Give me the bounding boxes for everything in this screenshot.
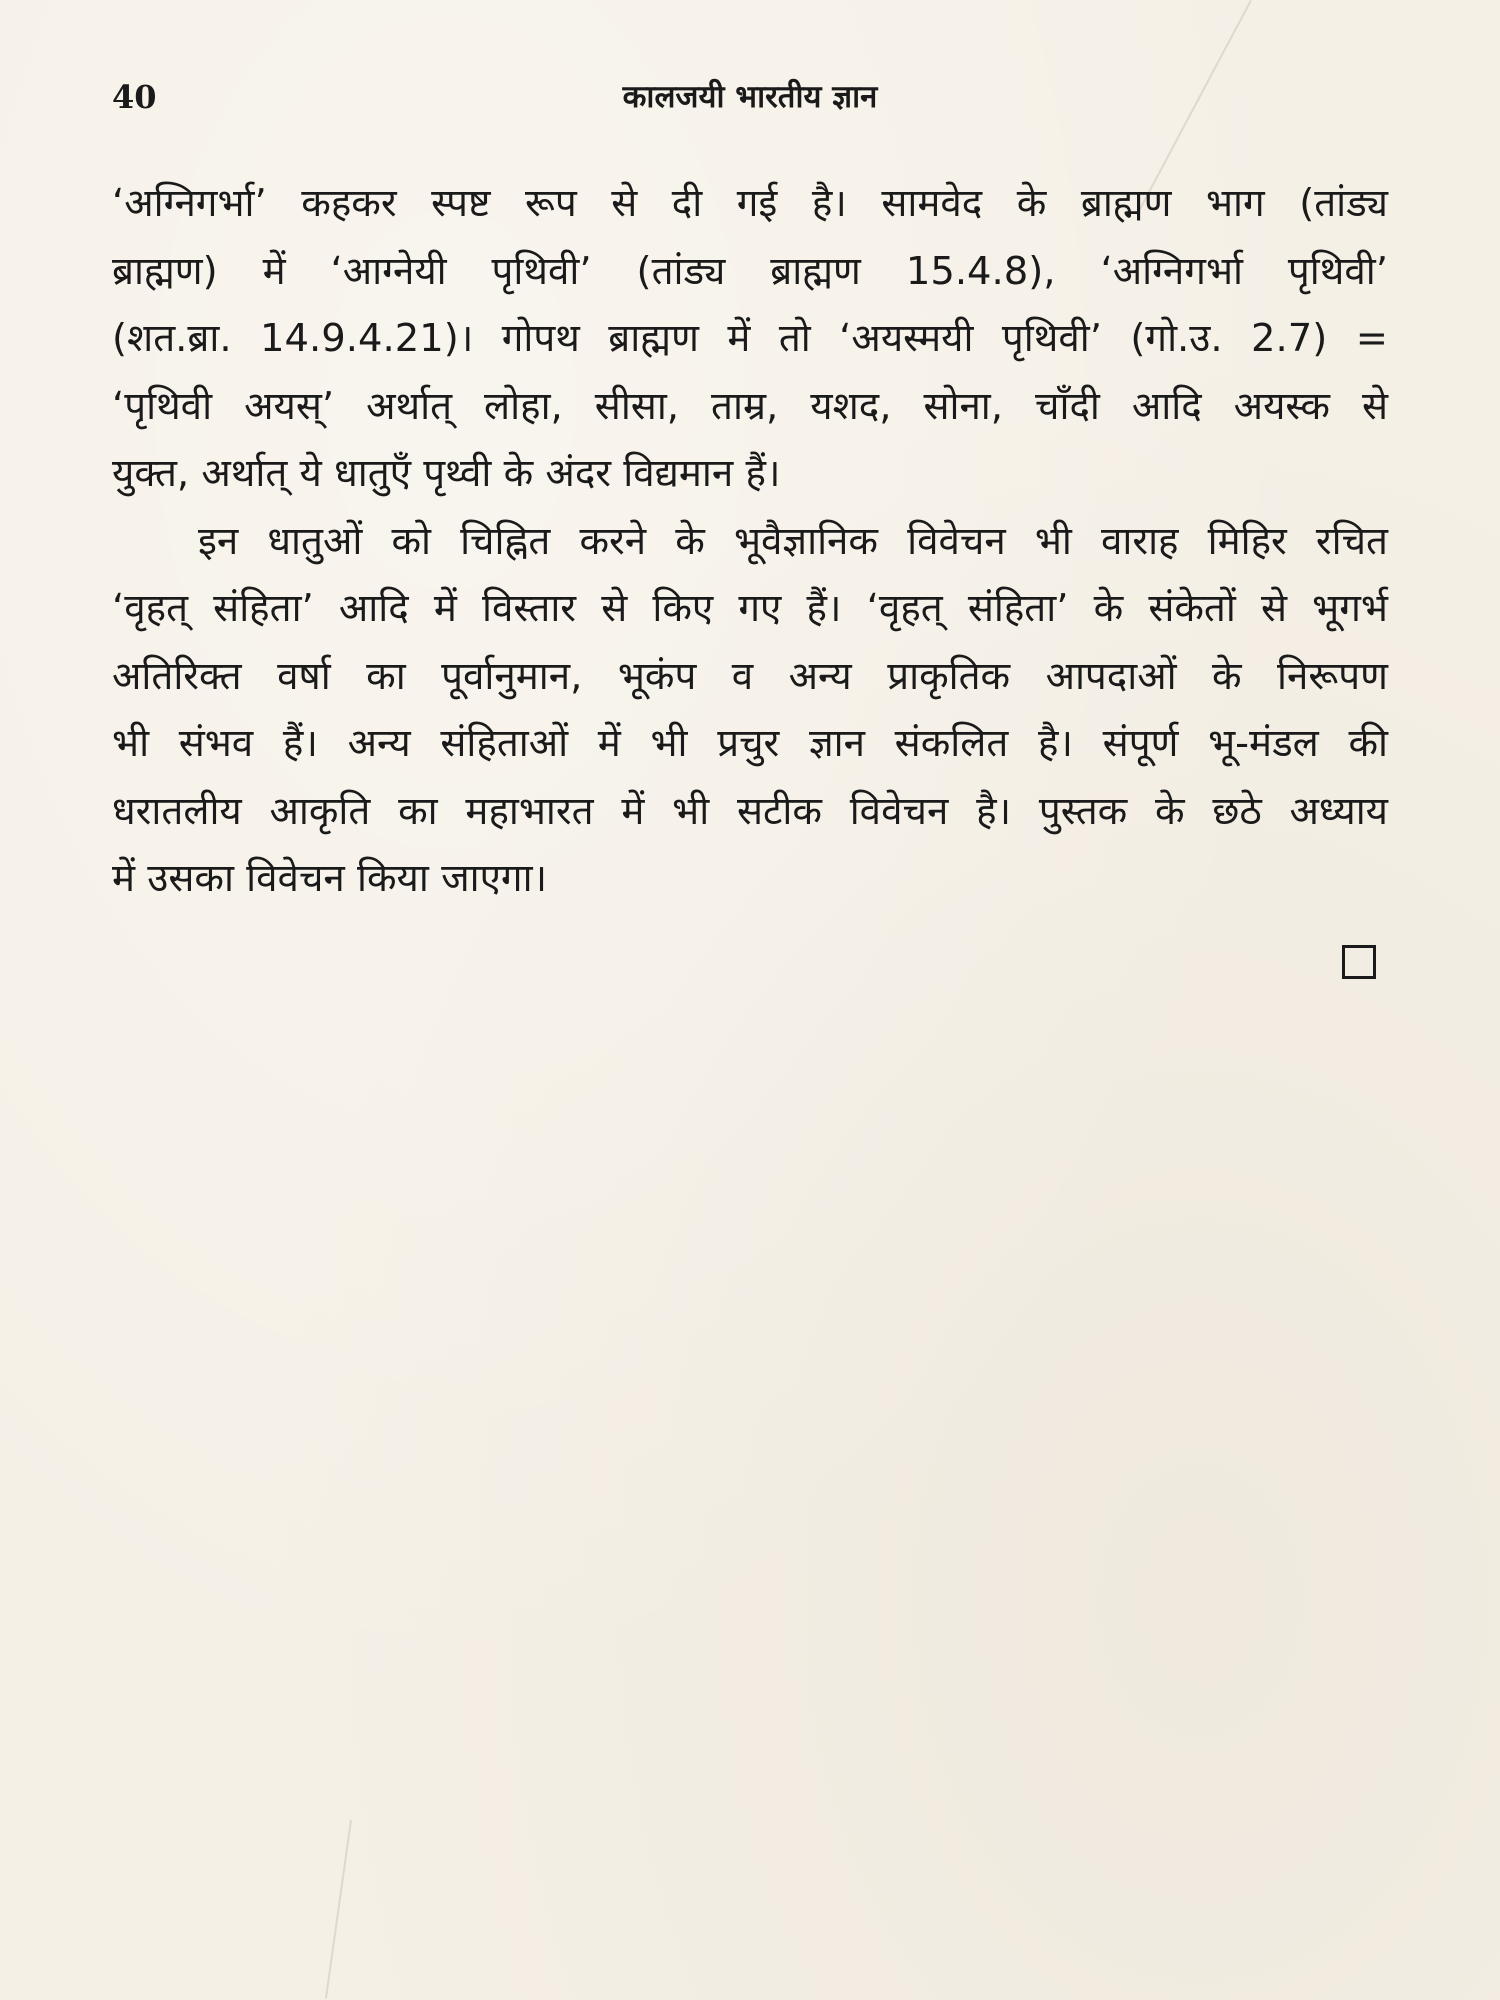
text-line: इन धातुओं को चिह्नित करने के भूवैज्ञानिक विवेचन भी वाराह मिहिर रचित — [198, 518, 1388, 564]
paragraph-2 — [112, 508, 1388, 913]
text-line: अतिरिक्त वर्षा का पूर्वानुमान, भूकंप व अन्य प्राकृतिक आपदाओं के निरूपण — [112, 653, 1388, 699]
paragraph-1 — [112, 170, 1388, 508]
text-line: ब्राह्मण) में ‘आग्नेयी पृथिवी’ (तांड्य ब्राह्मण 15.4.8), ‘अग्निगर्भा पृथिवी’ — [112, 248, 1388, 294]
text-line: ‘वृहत् संहिता’ आदि में विस्तार से किए गए हैं। ‘वृहत् संहिता’ के संकेतों से भूगर्भ — [112, 586, 1388, 631]
body-text — [112, 170, 1388, 913]
text-line: ‘अग्निगर्भा’ कहकर स्पष्ट रूप से दी गई है। सामवेद के ब्राह्मण भाग (तांड्य — [112, 181, 1388, 226]
text-line: धरातलीय आकृति का महाभारत में भी सटीक विवेचन है। पुस्तक के छठे अध्याय — [112, 788, 1388, 834]
text-line: भी संभव हैं। अन्य संहिताओं में भी प्रचुर ज्ञान संकलित है। संपूर्ण भू-मंडल की — [112, 721, 1388, 766]
text-line: (शत.ब्रा. 14.9.4.21)। गोपथ ब्राह्मण में तो ‘अयस्मयी पृथिवी’ (गो.उ. 2.7) = — [112, 316, 1388, 361]
running-title: कालजयी भारतीय ज्ञान — [622, 79, 878, 115]
page-header — [112, 72, 1388, 122]
page-number: 40 — [112, 78, 157, 116]
text-line: युक्त, अर्थात् ये धातुएँ पृथ्वी के अंदर विद्यमान हैं। — [112, 451, 781, 496]
text-line: ‘पृथिवी अयस्’ अर्थात् लोहा, सीसा, ताम्र, यशद, सोना, चाँदी आदि अयस्क से — [112, 383, 1388, 429]
hollow-square-icon — [1342, 945, 1376, 979]
text-line: में उसका विवेचन किया जाएगा। — [112, 856, 548, 901]
